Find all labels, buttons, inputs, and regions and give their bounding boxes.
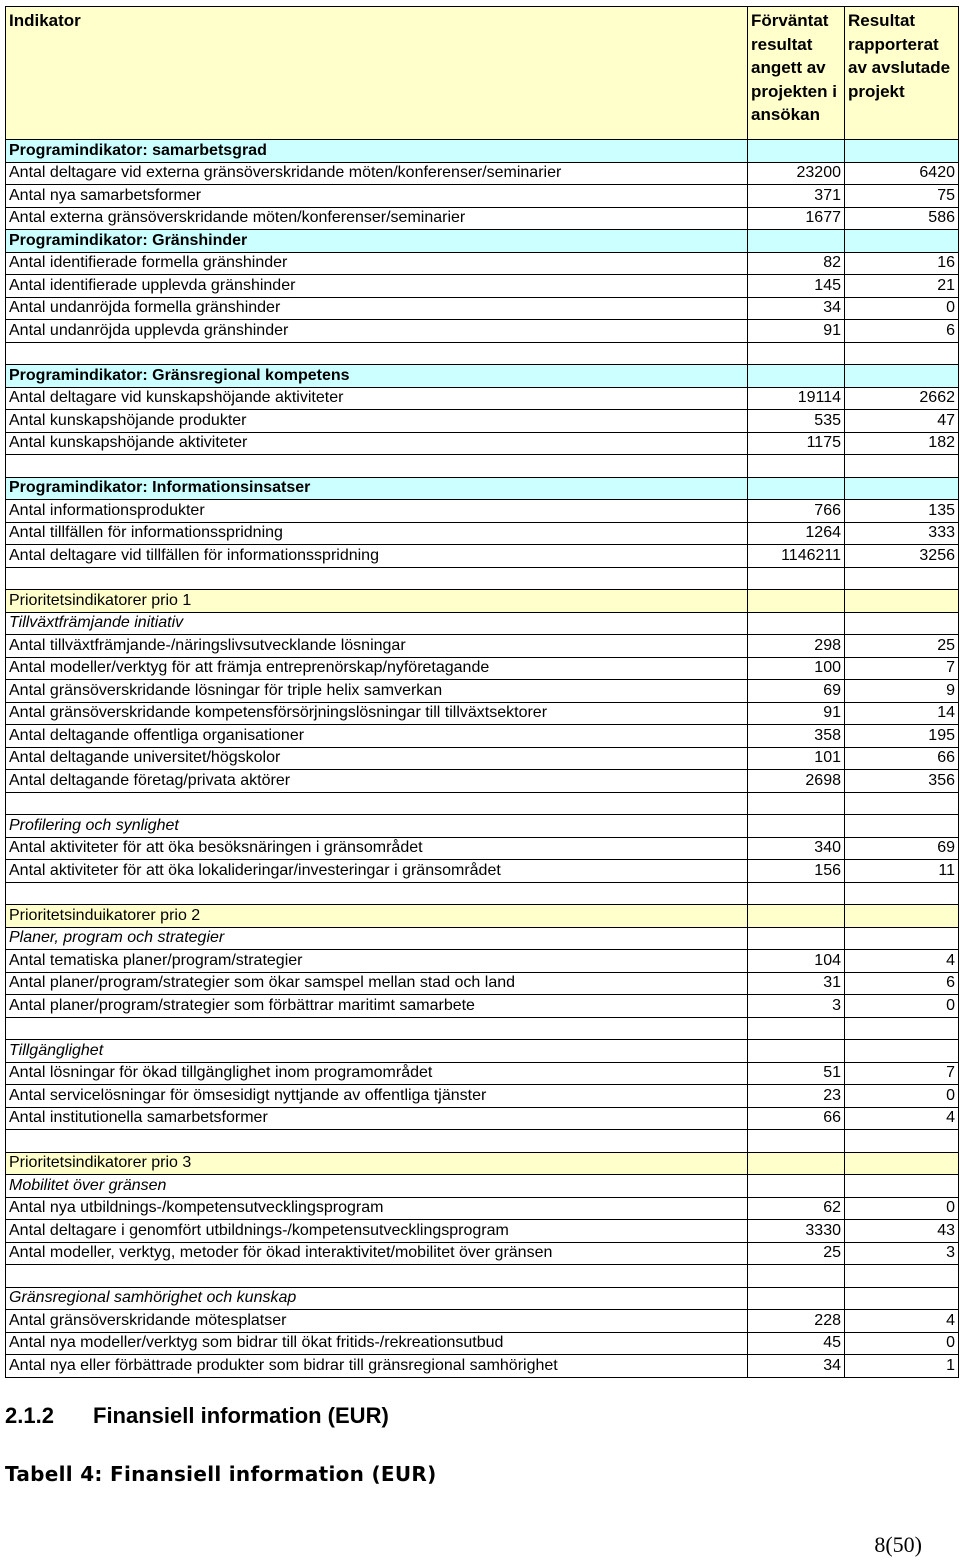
- expected-cell: 145: [748, 275, 845, 298]
- row-label: [6, 342, 748, 365]
- expected-cell: 298: [748, 635, 845, 658]
- expected-cell: [748, 1017, 845, 1040]
- section-heading: [5, 1403, 389, 1429]
- table-row: [6, 680, 959, 703]
- reported-cell: [845, 927, 959, 950]
- expected-cell: 91: [748, 702, 845, 725]
- header-expected: Förväntat resultat angett av projekten i ansökan: [748, 7, 845, 140]
- row-label: Antal nya eller förbättrade produkter som bidrar till gränsregional samhörighet: [6, 1355, 748, 1378]
- row-label: [6, 567, 748, 590]
- reported-cell: [845, 792, 959, 815]
- expected-cell: [748, 927, 845, 950]
- prio-row: [6, 1152, 959, 1175]
- row-label: Prioritetsindikatorer prio 3: [6, 1152, 748, 1175]
- reported-cell: 69: [845, 837, 959, 860]
- table-row: [6, 770, 959, 793]
- reported-cell: 182: [845, 432, 959, 455]
- reported-cell: 195: [845, 725, 959, 748]
- reported-cell: 586: [845, 207, 959, 230]
- row-label: Mobilitet över gränsen: [6, 1175, 748, 1198]
- reported-cell: 25: [845, 635, 959, 658]
- reported-cell: 3: [845, 1242, 959, 1265]
- reported-cell: 4: [845, 1310, 959, 1333]
- reported-cell: 135: [845, 500, 959, 523]
- expected-cell: [748, 567, 845, 590]
- expected-cell: [748, 455, 845, 478]
- expected-cell: 25: [748, 1242, 845, 1265]
- reported-cell: 6420: [845, 162, 959, 185]
- row-label: Antal deltagande företag/privata aktörer: [6, 770, 748, 793]
- expected-cell: 34: [748, 297, 845, 320]
- expected-cell: 62: [748, 1197, 845, 1220]
- row-label: [6, 882, 748, 905]
- expected-cell: [748, 815, 845, 838]
- row-label: Antal nya samarbetsformer: [6, 185, 748, 208]
- expected-cell: [748, 230, 845, 253]
- expected-cell: [748, 1130, 845, 1153]
- expected-cell: [748, 477, 845, 500]
- reported-cell: [845, 905, 959, 928]
- row-label: [6, 1265, 748, 1288]
- reported-cell: 356: [845, 770, 959, 793]
- expected-cell: 101: [748, 747, 845, 770]
- table-row: [6, 320, 959, 343]
- table-row: [6, 1355, 959, 1378]
- row-label: Antal aktiviteter för att öka besöksnäringen i gränsområdet: [6, 837, 748, 860]
- expected-cell: 19114: [748, 387, 845, 410]
- section-row: [6, 140, 959, 163]
- row-label: [6, 1017, 748, 1040]
- reported-cell: 1: [845, 1355, 959, 1378]
- expected-cell: 340: [748, 837, 845, 860]
- row-label: Antal gränsöverskridande mötesplatser: [6, 1310, 748, 1333]
- expected-cell: 69: [748, 680, 845, 703]
- table-row: [6, 207, 959, 230]
- row-label: Antal gränsöverskridande kompetensförsörjningslösningar till tillväxtsektorer: [6, 702, 748, 725]
- expected-cell: [748, 882, 845, 905]
- reported-cell: 7: [845, 657, 959, 680]
- reported-cell: [845, 365, 959, 388]
- row-label: Tillväxtfrämjande initiativ: [6, 612, 748, 635]
- reported-cell: 16: [845, 252, 959, 275]
- expected-cell: 358: [748, 725, 845, 748]
- reported-cell: 4: [845, 1107, 959, 1130]
- expected-cell: 156: [748, 860, 845, 883]
- row-label: Antal gränsöverskridande lösningar för triple helix samverkan: [6, 680, 748, 703]
- reported-cell: 3256: [845, 545, 959, 568]
- reported-cell: [845, 1265, 959, 1288]
- reported-cell: 75: [845, 185, 959, 208]
- reported-cell: 43: [845, 1220, 959, 1243]
- row-label: Antal kunskapshöjande produkter: [6, 410, 748, 433]
- reported-cell: 0: [845, 1085, 959, 1108]
- sub-row: [6, 612, 959, 635]
- table-row: [6, 1220, 959, 1243]
- section-row: [6, 477, 959, 500]
- row-label: Prioritetsinduikatorer prio 2: [6, 905, 748, 928]
- row-label: Antal tillväxtfrämjande-/näringslivsutvecklande lösningar: [6, 635, 748, 658]
- table-row: [6, 410, 959, 433]
- row-label: Antal institutionella samarbetsformer: [6, 1107, 748, 1130]
- row-label: Antal tillfällen för informationsspridning: [6, 522, 748, 545]
- expected-cell: 51: [748, 1062, 845, 1085]
- reported-cell: [845, 815, 959, 838]
- reported-cell: 7: [845, 1062, 959, 1085]
- reported-cell: 21: [845, 275, 959, 298]
- table-row: [6, 1242, 959, 1265]
- row-label: Programindikator: Gränshinder: [6, 230, 748, 253]
- expected-cell: 535: [748, 410, 845, 433]
- expected-cell: 371: [748, 185, 845, 208]
- reported-cell: 11: [845, 860, 959, 883]
- reported-cell: [845, 140, 959, 163]
- expected-cell: [748, 1152, 845, 1175]
- table-row: [6, 185, 959, 208]
- reported-cell: 0: [845, 1197, 959, 1220]
- table-row: [6, 995, 959, 1018]
- table-row: [6, 162, 959, 185]
- row-label: Antal nya utbildnings-/kompetensutvecklingsprogram: [6, 1197, 748, 1220]
- blank-row: [6, 567, 959, 590]
- row-label: Prioritetsindikatorer prio 1: [6, 590, 748, 613]
- expected-cell: [748, 342, 845, 365]
- row-label: Antal deltagande universitet/högskolor: [6, 747, 748, 770]
- row-label: Gränsregional samhörighet och kunskap: [6, 1287, 748, 1310]
- expected-cell: 100: [748, 657, 845, 680]
- row-label: Antal deltagare vid kunskapshöjande aktiviteter: [6, 387, 748, 410]
- sub-row: [6, 1040, 959, 1063]
- expected-cell: [748, 905, 845, 928]
- table-row: [6, 657, 959, 680]
- expected-cell: [748, 140, 845, 163]
- blank-row: [6, 792, 959, 815]
- row-label: Planer, program och strategier: [6, 927, 748, 950]
- table-row: [6, 725, 959, 748]
- header-indicator: Indikator: [6, 7, 748, 140]
- page-number: 8(50): [874, 1532, 922, 1557]
- sub-row: [6, 927, 959, 950]
- expected-cell: [748, 590, 845, 613]
- reported-cell: [845, 882, 959, 905]
- expected-cell: 1677: [748, 207, 845, 230]
- blank-row: [6, 455, 959, 478]
- row-label: Antal deltagande offentliga organisationer: [6, 725, 748, 748]
- reported-cell: 0: [845, 995, 959, 1018]
- table-row: [6, 747, 959, 770]
- section-row: [6, 365, 959, 388]
- sub-row: [6, 1287, 959, 1310]
- reported-cell: 6: [845, 972, 959, 995]
- table-row: [6, 1085, 959, 1108]
- expected-cell: 23200: [748, 162, 845, 185]
- expected-cell: [748, 792, 845, 815]
- row-label: Antal modeller/verktyg för att främja entreprenörskap/nyföretagande: [6, 657, 748, 680]
- expected-cell: 34: [748, 1355, 845, 1378]
- table-row: [6, 275, 959, 298]
- table-row: [6, 545, 959, 568]
- reported-cell: 0: [845, 297, 959, 320]
- reported-cell: [845, 1130, 959, 1153]
- expected-cell: 104: [748, 950, 845, 973]
- table-row: [6, 500, 959, 523]
- expected-cell: [748, 1175, 845, 1198]
- expected-cell: [748, 365, 845, 388]
- reported-cell: 0: [845, 1332, 959, 1355]
- reported-cell: [845, 342, 959, 365]
- expected-cell: 91: [748, 320, 845, 343]
- table-row: [6, 432, 959, 455]
- table-row: [6, 297, 959, 320]
- section-row: [6, 230, 959, 253]
- row-label: Antal identifierade upplevda gränshinder: [6, 275, 748, 298]
- row-label: Antal deltagare vid tillfällen för informationsspridning: [6, 545, 748, 568]
- row-label: Antal deltagare vid externa gränsöverskridande möten/konferenser/seminarier: [6, 162, 748, 185]
- blank-row: [6, 1265, 959, 1288]
- reported-cell: [845, 1287, 959, 1310]
- row-label: Tillgänglighet: [6, 1040, 748, 1063]
- blank-row: [6, 1130, 959, 1153]
- row-label: [6, 792, 748, 815]
- reported-cell: 9: [845, 680, 959, 703]
- row-label: Programindikator: Informationsinsatser: [6, 477, 748, 500]
- indicator-table: [5, 6, 959, 1378]
- row-label: Antal informationsprodukter: [6, 500, 748, 523]
- reported-cell: [845, 590, 959, 613]
- section-number: 2.1.2: [5, 1403, 54, 1428]
- expected-cell: 3330: [748, 1220, 845, 1243]
- prio-row: [6, 905, 959, 928]
- expected-cell: 766: [748, 500, 845, 523]
- row-label: Antal aktiviteter för att öka lokalideringar/investeringar i gränsområdet: [6, 860, 748, 883]
- row-label: Antal undanröjda upplevda gränshinder: [6, 320, 748, 343]
- header-reported: Resultat rapporterat av avslutade projekt: [845, 7, 959, 140]
- row-label: Antal planer/program/strategier som ökar samspel mellan stad och land: [6, 972, 748, 995]
- sub-row: [6, 815, 959, 838]
- table-row: [6, 702, 959, 725]
- reported-cell: [845, 455, 959, 478]
- reported-cell: [845, 477, 959, 500]
- row-label: Antal servicelösningar för ömsesidigt nyttjande av offentliga tjänster: [6, 1085, 748, 1108]
- reported-cell: [845, 567, 959, 590]
- reported-cell: [845, 612, 959, 635]
- table-row: [6, 950, 959, 973]
- reported-cell: 333: [845, 522, 959, 545]
- table-header-row: [6, 7, 959, 140]
- expected-cell: 66: [748, 1107, 845, 1130]
- table-row: [6, 522, 959, 545]
- expected-cell: 1264: [748, 522, 845, 545]
- row-label: Antal tematiska planer/program/strategier: [6, 950, 748, 973]
- row-label: Profilering och synlighet: [6, 815, 748, 838]
- expected-cell: 228: [748, 1310, 845, 1333]
- row-label: Antal kunskapshöjande aktiviteter: [6, 432, 748, 455]
- reported-cell: 47: [845, 410, 959, 433]
- row-label: [6, 1130, 748, 1153]
- table-row: [6, 1310, 959, 1333]
- reported-cell: 6: [845, 320, 959, 343]
- reported-cell: [845, 1040, 959, 1063]
- row-label: Antal undanröjda formella gränshinder: [6, 297, 748, 320]
- row-label: [6, 455, 748, 478]
- reported-cell: 14: [845, 702, 959, 725]
- sub-row: [6, 1175, 959, 1198]
- table-row: [6, 1332, 959, 1355]
- blank-row: [6, 342, 959, 365]
- row-label: Antal lösningar för ökad tillgänglighet inom programområdet: [6, 1062, 748, 1085]
- expected-cell: [748, 1265, 845, 1288]
- expected-cell: 1146211: [748, 545, 845, 568]
- table-row: [6, 1062, 959, 1085]
- expected-cell: 1175: [748, 432, 845, 455]
- table-row: [6, 860, 959, 883]
- blank-row: [6, 1017, 959, 1040]
- prio-row: [6, 590, 959, 613]
- table-row: [6, 252, 959, 275]
- reported-cell: [845, 1017, 959, 1040]
- expected-cell: 82: [748, 252, 845, 275]
- row-label: Antal nya modeller/verktyg som bidrar till ökat fritids-/rekreationsutbud: [6, 1332, 748, 1355]
- reported-cell: [845, 230, 959, 253]
- table-row: [6, 972, 959, 995]
- blank-row: [6, 882, 959, 905]
- expected-cell: 31: [748, 972, 845, 995]
- reported-cell: 2662: [845, 387, 959, 410]
- table-caption: Tabell 4: Finansiell information (EUR): [5, 1462, 437, 1486]
- table-row: [6, 387, 959, 410]
- reported-cell: 66: [845, 747, 959, 770]
- reported-cell: 4: [845, 950, 959, 973]
- row-label: Programindikator: samarbetsgrad: [6, 140, 748, 163]
- row-label: Antal modeller, verktyg, metoder för ökad interaktivitet/mobilitet över gränsen: [6, 1242, 748, 1265]
- table-row: [6, 1197, 959, 1220]
- row-label: Antal deltagare i genomfört utbildnings-/kompetensutvecklingsprogram: [6, 1220, 748, 1243]
- table-row: [6, 1107, 959, 1130]
- row-label: Antal externa gränsöverskridande möten/konferenser/seminarier: [6, 207, 748, 230]
- row-label: Programindikator: Gränsregional kompetens: [6, 365, 748, 388]
- expected-cell: [748, 1040, 845, 1063]
- expected-cell: 23: [748, 1085, 845, 1108]
- table-row: [6, 635, 959, 658]
- section-title: Finansiell information (EUR): [93, 1403, 389, 1428]
- expected-cell: 3: [748, 995, 845, 1018]
- expected-cell: 2698: [748, 770, 845, 793]
- row-label: Antal identifierade formella gränshinder: [6, 252, 748, 275]
- expected-cell: [748, 612, 845, 635]
- expected-cell: 45: [748, 1332, 845, 1355]
- expected-cell: [748, 1287, 845, 1310]
- reported-cell: [845, 1175, 959, 1198]
- reported-cell: [845, 1152, 959, 1175]
- table-row: [6, 837, 959, 860]
- row-label: Antal planer/program/strategier som förbättrar maritimt samarbete: [6, 995, 748, 1018]
